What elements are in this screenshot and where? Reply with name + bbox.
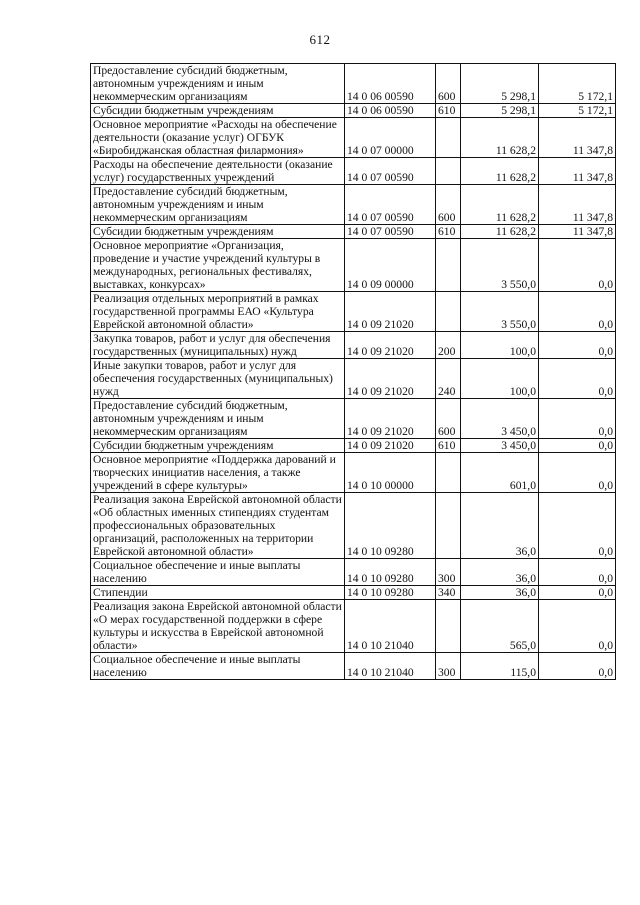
row-name-cell: Иные закупки товаров, работ и услуг для обеспечения государственных (муниципальных) нужд [91,359,345,399]
row-name-cell: Реализация закона Еврейской автономной области «О мерах государственной поддержки в сфере культуры и искусства в Еврейской автономной области» [91,600,345,653]
row-amount-1-cell: 11 628,2 [461,225,539,239]
row-expense-type-cell: 240 [436,359,461,399]
row-name-cell: Закупка товаров, работ и услуг для обеспечения государственных (муниципальных) нужд [91,332,345,359]
row-amount-2-cell: 0,0 [539,453,616,493]
row-amount-2-cell: 11 347,8 [539,225,616,239]
row-code-cell: 14 0 09 21020 [345,292,436,332]
row-name-cell: Субсидии бюджетным учреждениям [91,225,345,239]
row-amount-2-cell: 0,0 [539,653,616,680]
row-expense-type-cell: 600 [436,185,461,225]
row-amount-1-cell: 601,0 [461,453,539,493]
row-amount-1-cell: 100,0 [461,359,539,399]
row-code-cell: 14 0 10 00000 [345,453,436,493]
row-name-cell: Основное мероприятие «Организация, проведение и участие учреждений культуры в международных, региональных фестивалях, выставках, конкурсах» [91,239,345,292]
row-expense-type-cell: 340 [436,586,461,600]
row-expense-type-cell [436,158,461,185]
row-amount-1-cell: 3 550,0 [461,239,539,292]
row-name-cell: Реализация закона Еврейской автономной области «Об областных именных стипендиях студентам профессиональных образовательных организаций, расположенных на территории Еврейской автономной области» [91,493,345,559]
row-amount-1-cell: 36,0 [461,493,539,559]
budget-table-body [91,64,616,680]
row-code-cell: 14 0 10 09280 [345,493,436,559]
row-amount-2-cell: 0,0 [539,292,616,332]
row-code-cell: 14 0 07 00590 [345,185,436,225]
row-amount-2-cell: 0,0 [539,332,616,359]
row-amount-1-cell: 100,0 [461,332,539,359]
row-expense-type-cell: 610 [436,225,461,239]
table-row [91,439,616,453]
row-amount-1-cell: 11 628,2 [461,185,539,225]
row-code-cell: 14 0 10 21040 [345,600,436,653]
row-code-cell: 14 0 09 21020 [345,399,436,439]
row-expense-type-cell [436,118,461,158]
row-amount-1-cell: 3 450,0 [461,439,539,453]
row-name-cell: Расходы на обеспечение деятельности (оказание услуг) государственных учреждений [91,158,345,185]
row-amount-1-cell: 3 450,0 [461,399,539,439]
row-name-cell: Основное мероприятие «Поддержка дарований и творческих инициатив населения, а также учреждений в сфере культуры» [91,453,345,493]
budget-table [90,63,616,680]
row-name-cell: Социальное обеспечение и иные выплаты населению [91,653,345,680]
row-code-cell: 14 0 09 21020 [345,359,436,399]
table-row [91,104,616,118]
row-amount-1-cell: 11 628,2 [461,158,539,185]
table-row [91,586,616,600]
table-row [91,653,616,680]
row-amount-1-cell: 36,0 [461,586,539,600]
table-row [91,359,616,399]
table-row [91,332,616,359]
row-amount-1-cell: 5 298,1 [461,104,539,118]
row-code-cell: 14 0 06 00590 [345,64,436,104]
row-code-cell: 14 0 09 21020 [345,439,436,453]
row-expense-type-cell: 610 [436,439,461,453]
row-amount-2-cell: 0,0 [539,439,616,453]
row-amount-2-cell: 0,0 [539,600,616,653]
row-expense-type-cell [436,600,461,653]
row-amount-2-cell: 0,0 [539,586,616,600]
row-name-cell: Стипендии [91,586,345,600]
row-amount-2-cell: 0,0 [539,559,616,586]
row-amount-1-cell: 115,0 [461,653,539,680]
table-row [91,225,616,239]
row-code-cell: 14 0 06 00590 [345,104,436,118]
row-amount-2-cell: 5 172,1 [539,104,616,118]
row-amount-1-cell: 36,0 [461,559,539,586]
table-row [91,453,616,493]
row-amount-1-cell: 11 628,2 [461,118,539,158]
row-name-cell: Предоставление субсидий бюджетным, автономным учреждениям и иным некоммерческим организациям [91,399,345,439]
row-expense-type-cell: 200 [436,332,461,359]
row-code-cell: 14 0 10 09280 [345,559,436,586]
row-code-cell: 14 0 09 00000 [345,239,436,292]
table-row [91,292,616,332]
row-name-cell: Социальное обеспечение и иные выплаты населению [91,559,345,586]
row-expense-type-cell: 600 [436,64,461,104]
row-amount-2-cell: 0,0 [539,399,616,439]
row-code-cell: 14 0 07 00000 [345,118,436,158]
row-code-cell: 14 0 10 21040 [345,653,436,680]
table-row [91,64,616,104]
table-row [91,493,616,559]
row-name-cell: Субсидии бюджетным учреждениям [91,439,345,453]
row-expense-type-cell [436,292,461,332]
row-amount-2-cell: 0,0 [539,493,616,559]
row-expense-type-cell: 300 [436,653,461,680]
row-expense-type-cell [436,453,461,493]
row-amount-2-cell: 0,0 [539,359,616,399]
row-code-cell: 14 0 10 09280 [345,586,436,600]
row-expense-type-cell [436,493,461,559]
row-amount-2-cell: 11 347,8 [539,118,616,158]
row-name-cell: Предоставление субсидий бюджетным, автономным учреждениям и иным некоммерческим организациям [91,185,345,225]
row-code-cell: 14 0 07 00590 [345,225,436,239]
table-row [91,185,616,225]
row-expense-type-cell: 300 [436,559,461,586]
row-amount-2-cell: 5 172,1 [539,64,616,104]
row-expense-type-cell [436,239,461,292]
table-row [91,239,616,292]
row-name-cell: Предоставление субсидий бюджетным, автономным учреждениям и иным некоммерческим организациям [91,64,345,104]
table-row [91,600,616,653]
table-row [91,158,616,185]
row-amount-2-cell: 0,0 [539,239,616,292]
row-name-cell: Реализация отдельных мероприятий в рамках государственной программы ЕАО «Культура Еврейской автономной области» [91,292,345,332]
row-name-cell: Субсидии бюджетным учреждениям [91,104,345,118]
row-expense-type-cell: 610 [436,104,461,118]
row-expense-type-cell: 600 [436,399,461,439]
row-amount-2-cell: 11 347,8 [539,185,616,225]
table-row [91,559,616,586]
row-name-cell: Основное мероприятие «Расходы на обеспечение деятельности (оказание услуг) ОГБУК «Биробиджанская областная филармония» [91,118,345,158]
row-amount-2-cell: 11 347,8 [539,158,616,185]
row-code-cell: 14 0 07 00590 [345,158,436,185]
table-row [91,118,616,158]
row-code-cell: 14 0 09 21020 [345,332,436,359]
row-amount-1-cell: 5 298,1 [461,64,539,104]
table-row [91,399,616,439]
row-amount-1-cell: 565,0 [461,600,539,653]
row-amount-1-cell: 3 550,0 [461,292,539,332]
page-number: 612 [309,32,331,47]
